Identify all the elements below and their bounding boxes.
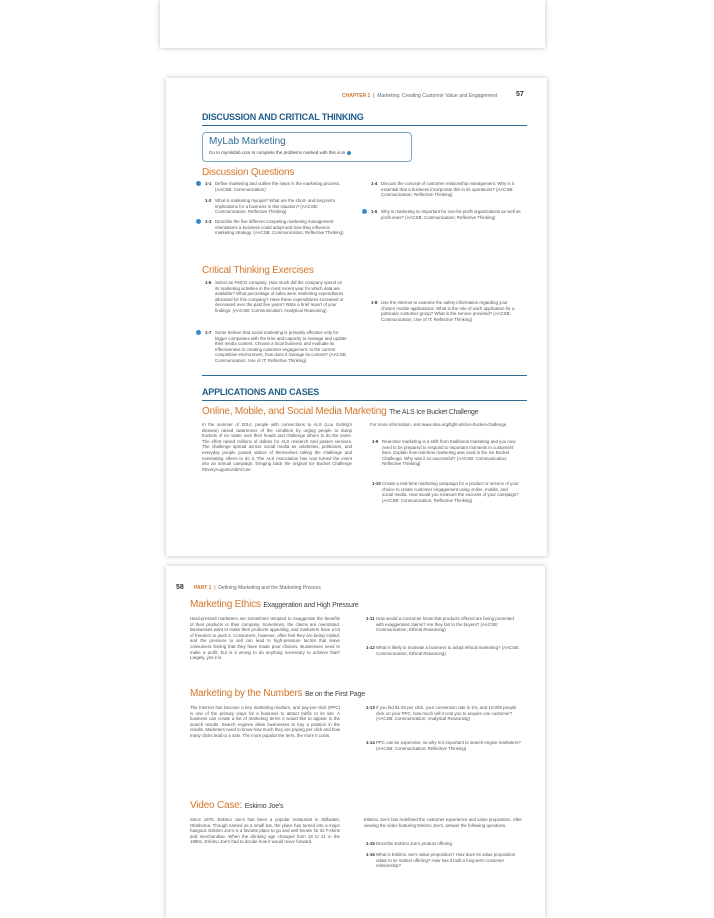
question-item: 1-4 Discuss the concept of customer relationship management. Why is it essential that a business incorporate this in its operations? (AACSB: Communication; Reflective Thinking) xyxy=(371,181,514,198)
mylab-icon xyxy=(196,181,201,186)
case-more-info: For more information, visit www.alsa.org/fight-als/ice-bucket-challenge. xyxy=(370,422,508,427)
mylab-title: MyLab Marketing xyxy=(209,136,286,147)
question-item: 1-3 Describe the five different competing marketing management orientations a business could adopt and how they influence marketing strategy. (AACSB: Communication; Reflective Thinking) xyxy=(215,219,347,236)
video-case-intro: Eskimo Joe's has redefined the customer experience and value proposition. After viewing the video featuring Eskimo Joe's, answer the following questions. xyxy=(364,817,522,828)
exercise-item: 1-8 Use the Internet to examine the safety information regarding your chosen mobile applications. What is the role of each application for a particular customer group? What is the service provided? (AACSB: Communication; Use of IT; Reflective Thinking) xyxy=(371,300,515,322)
page-57 xyxy=(166,78,547,556)
section-heading-applications: APPLICATIONS AND CASES xyxy=(202,387,320,397)
critical-thinking-heading: Critical Thinking Exercises xyxy=(202,265,314,276)
running-head: PART 1 | Defining Marketing and the Marketing Process xyxy=(194,585,321,591)
mylab-box xyxy=(202,132,412,162)
chapter-label: CHAPTER 1 xyxy=(342,93,371,99)
ethics-question: 1-12 What is likely to motivate a business to adopt ethical marketing? (AACSB: Communication; Ethical Reasoning) xyxy=(366,645,520,656)
section-rule xyxy=(202,400,527,401)
previous-page-bottom xyxy=(160,0,545,48)
numbers-subtitle: Be on the First Page xyxy=(305,691,365,698)
mylab-icon xyxy=(347,151,351,155)
question-item: 1-1 Define marketing and outline the steps in the marketing process. (AACSB: Communication) xyxy=(215,181,347,192)
exercise-item: 1-7 Some believe that social marketing is primarily effective only for bigger companies with the time and capacity to manage and update their media content. Choose a local business and evaluate its effectiveness in creating customer engagement. In the current competitive environment, how does it manage its content? (AACSB: Communication; Use of IT; Reflective Thinking) xyxy=(215,330,347,364)
question-item: 1-2 What is marketing myopia? What are the short- and long-term implications for a business in this situation? (AACSB: Communication; Reflective Thinking) xyxy=(205,198,336,215)
section-rule xyxy=(202,125,527,126)
running-head: CHAPTER 1 | Marketing: Creating Customer Value and Engagement xyxy=(342,93,498,99)
mylab-icon xyxy=(196,219,201,224)
case-body: In the summer of 2014, people with connections to ALS (Lou Gehrig's disease) raised awareness of the condition by urging people to dump buckets of ice water over their heads and challenge others to do the same. The effort raised millions of dollars for ALS research and patient services. The challenge spread across social media as celebrities, politicians, and everyday people posted videos of themselves taking the challenge and nominating others to do it. The ALS Association has now turned the event into an annual campaign, bringing back the original Ice Bucket Challenge #EveryAugustUntilACure. xyxy=(202,422,352,472)
section-rule xyxy=(202,375,527,376)
ethics-question: 1-11 How would a consumer know that products offered are being promoted with exaggerated claims? Are they fair to the buyers? (AACSB: Communication; Ethical Reasoning) xyxy=(366,616,514,633)
chapter-title: Marketing: Creating Customer Value and Engagement xyxy=(377,93,498,99)
part-label: PART 1 xyxy=(194,585,212,591)
discussion-questions-heading: Discussion Questions xyxy=(202,167,295,178)
ethics-subtitle: Exaggeration and High Pressure xyxy=(263,602,359,609)
case-question: 1-10 Create a real-time marketing campaign for a product or service of your choice to create customer engagement using online, mobile, and social media. How would you measure the success of your campaign? (AACSB: Communication; Reflective Thinking) xyxy=(372,481,519,503)
video-case-question: 1-16 What is Eskimo Joe's value proposition? How does its value proposition relate to its market offering? How has it built a long-term customer relationship? xyxy=(366,852,516,869)
mylab-icon xyxy=(196,330,201,335)
video-case-body: Since 1975, Eskimo Joe's has been a popular restaurant in Stillwater, Oklahoma. Though named as a small bar, the place has turned into a major hangout. Eskimo Joe's is a favorite place to go and well known for its T-shirts and merchandise. When the drinking age changed from 18 to 21 in the 1980s, Eskimo Joe's had to decide how it would move forward. xyxy=(190,817,340,845)
case-title: Online, Mobile, and Social Media Marketing The ALS Ice Bucket Challenge xyxy=(202,406,479,417)
ethics-body: Hard-pressed marketers are sometimes tempted to exaggerate the benefits of their products or their company. Sometimes, the claims are overstated. Businesses want to make their products appealing, and marketers have a lot of freedom to push it. Consumers, however, often feel they are being misled, and the pressure to sell can lead to high-pressure tactics that leave consumers feeling that they have made poor choices. Businesses need to make a profit, but is it wrong to do anything necessary to achieve that? Largely, yes it is. xyxy=(190,616,340,661)
numbers-question: 1-14 PPC can be expensive, so why is it important to search engine marketers? (AACSB: Communication; Reflective Thinking) xyxy=(366,740,521,751)
numbers-question: 1-13 If you bid $1.50 per click, your conversion rate is 1%, and 10,000 people click on your PPC, how much will it cost you to acquire one customer? (AACSB: Communication; Analytical Reasoning) xyxy=(366,705,517,722)
numbers-body: The Internet has become a key marketing medium, and pay-per-click (PPC) is one of the primary ways for a business to attract traffic to its site. A business can create a list of marketing terms it would like to appear in the search results. Search engines allow businesses to buy a position in the results. Marketers need to know how much they are paying per click and how many clicks lead to a sale. The more popular the term, the more it costs. xyxy=(190,705,340,738)
mylab-description: Go to mymktlab.com to complete the problems marked with this icon xyxy=(209,150,346,155)
numbers-title: Marketing by the Numbers Be on the First Page xyxy=(190,688,365,699)
case-question: 1-9 Real-time marketing is a shift from traditional marketing and you now need to be prepared to respond to important moments in customers' lives. Explain how real-time marketing was used in the Ice Bucket Challenge. Why was it so successful? (AACSB: Communication; Reflective Thinking) xyxy=(372,439,516,467)
video-case-subtitle: Eskimo Joe's xyxy=(244,803,284,810)
page-number: 58 xyxy=(176,584,184,591)
ethics-title: Marketing Ethics Exaggeration and High Pressure xyxy=(190,599,359,610)
section-heading-discussion: DISCUSSION AND CRITICAL THINKING xyxy=(202,112,364,122)
video-case-title: Video Case: Eskimo Joe's xyxy=(190,800,284,811)
case-subtitle: The ALS Ice Bucket Challenge xyxy=(389,409,479,416)
exercise-item: 1-6 Select an FMCG company. How much did the company spend on its marketing activities in the most recent year for which data are available? What percentage of sales were marketing expenditures allocated for this company? Have these expenditures increased or decreased over the past five years? Write a brief report of your findings. (AACSB: Communication; Analytical Reasoning) xyxy=(205,280,344,313)
question-item: 1-5 Why is marketing so important for non-for-profit organizations as well as profit ones? (AACSB: Communication; Reflective Thinking) xyxy=(381,209,521,220)
video-case-question: 1-15 Describe Eskimo Joe's product offering. xyxy=(366,841,454,846)
mylab-icon xyxy=(362,209,367,214)
page-58 xyxy=(166,566,545,918)
page-number: 57 xyxy=(516,91,524,98)
part-title: Defining Marketing and the Marketing Process xyxy=(218,585,321,591)
